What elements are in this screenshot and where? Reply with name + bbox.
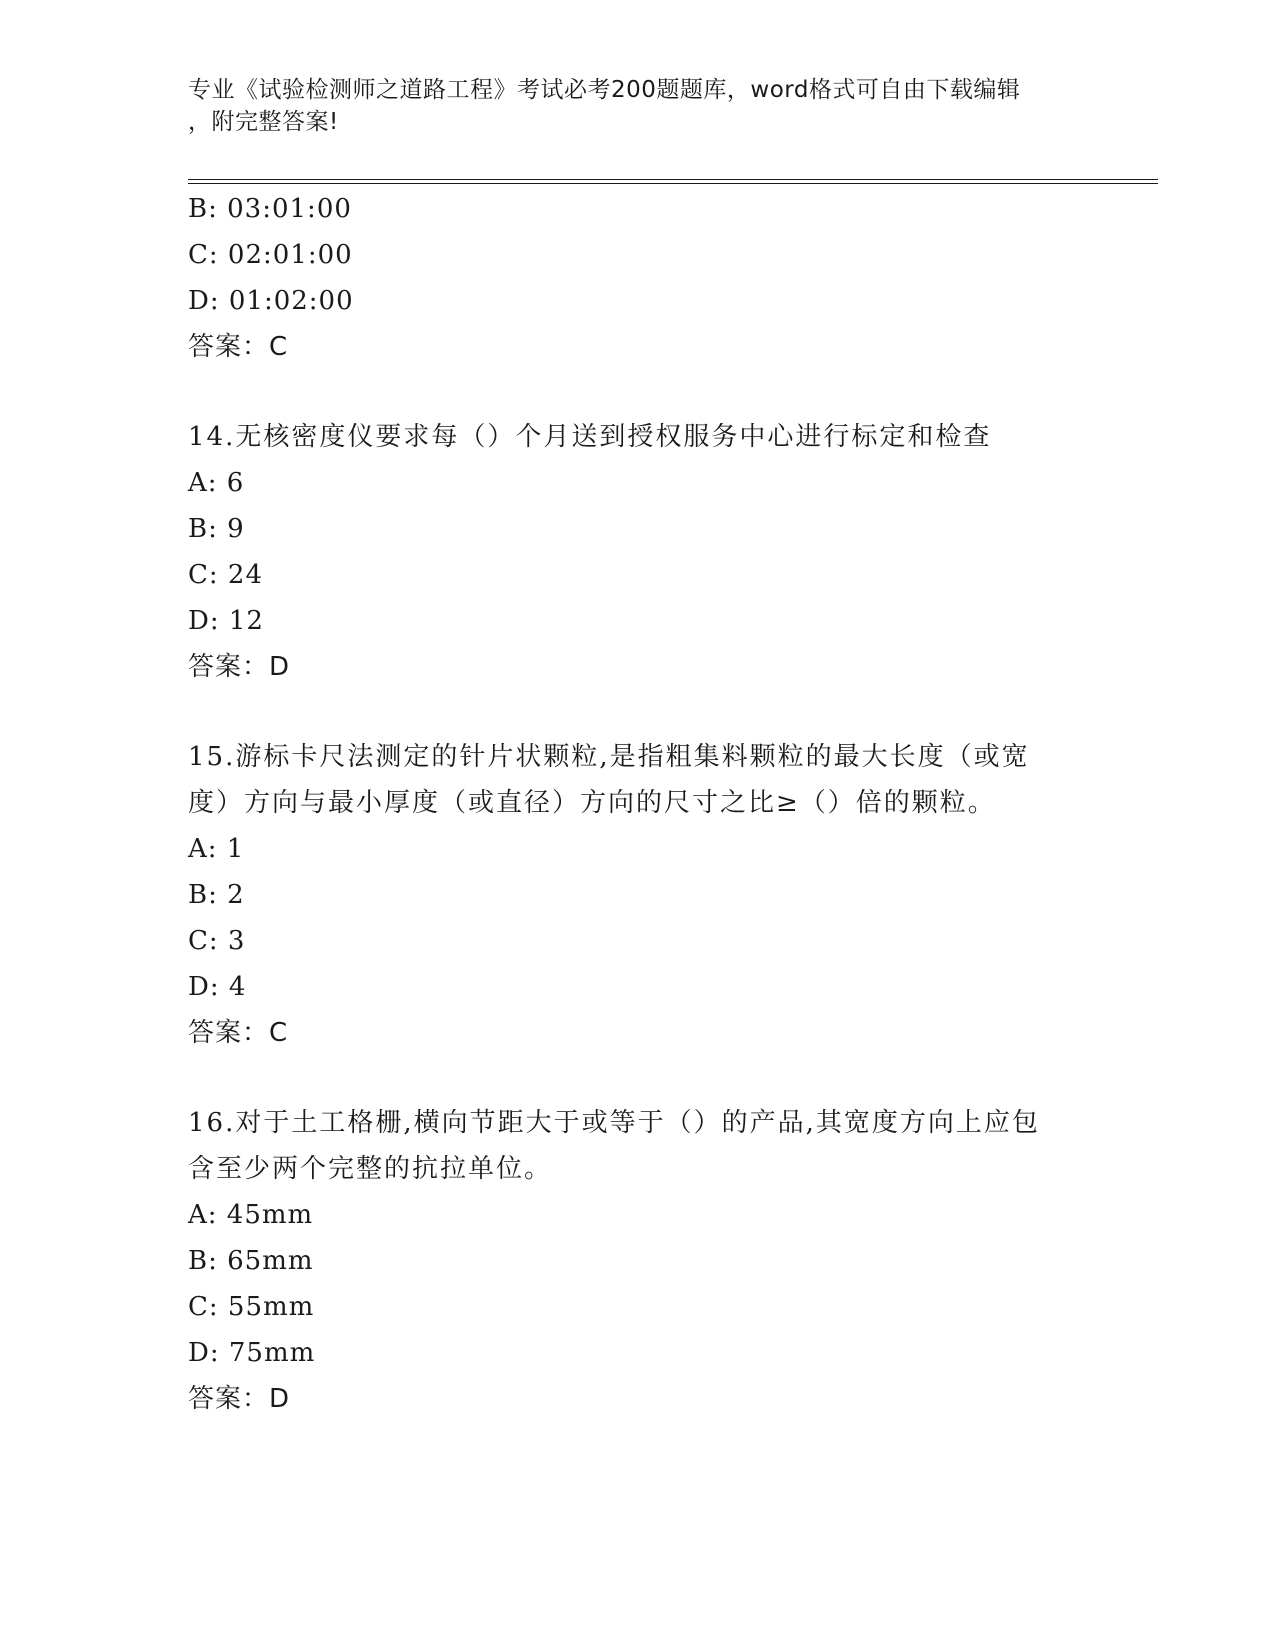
header-rule-bottom xyxy=(188,183,1158,184)
answer: 答案：C xyxy=(188,1018,289,1048)
option-a: A: 1 xyxy=(188,834,245,864)
question-14 xyxy=(188,414,1088,690)
option-b: B: 65mm xyxy=(188,1246,314,1276)
question-13 xyxy=(188,186,1088,370)
spacer xyxy=(188,1056,1088,1100)
option-b: B: 2 xyxy=(188,880,245,910)
option-b: B: 9 xyxy=(188,514,245,544)
question-15 xyxy=(188,734,1088,1056)
question-text: 14.无核密度仪要求每（）个月送到授权服务中心进行标定和检查 xyxy=(188,422,992,452)
option-d: D: 4 xyxy=(188,972,247,1002)
question-text-line-1: 16.对于土工格栅,横向节距大于或等于（）的产品,其宽度方向上应包 xyxy=(188,1108,1040,1138)
header-line-1: 专业《试验检测师之道路工程》考试必考200题题库，word格式可自由下载编辑 xyxy=(188,77,1021,103)
header-line-2: ，附完整答案! xyxy=(188,109,339,135)
document-header xyxy=(188,74,1068,138)
option-a: A: 45mm xyxy=(188,1200,314,1230)
option-c: C: 24 xyxy=(188,560,264,590)
option-c: C: 3 xyxy=(188,926,246,956)
question-16 xyxy=(188,1100,1088,1422)
option-c: C: 55mm xyxy=(188,1292,315,1322)
question-list xyxy=(188,186,1088,1422)
question-text-line-2: 度）方向与最小厚度（或直径）方向的尺寸之比≥（）倍的颗粒。 xyxy=(188,788,996,818)
header-rule-top xyxy=(188,179,1158,180)
answer: 答案：D xyxy=(188,652,291,682)
spacer xyxy=(188,690,1088,734)
spacer xyxy=(188,370,1088,414)
option-b: B: 03:01:00 xyxy=(188,194,352,224)
question-text-line-2: 含至少两个完整的抗拉单位。 xyxy=(188,1154,553,1184)
answer: 答案：C xyxy=(188,332,289,362)
option-d: D: 12 xyxy=(188,606,264,636)
option-a: A: 6 xyxy=(188,468,245,498)
question-text-line-1: 15.游标卡尺法测定的针片状颗粒,是指粗集料颗粒的最大长度（或宽 xyxy=(188,742,1030,772)
answer: 答案：D xyxy=(188,1384,291,1414)
option-c: C: 02:01:00 xyxy=(188,240,353,270)
option-d: D: 75mm xyxy=(188,1338,316,1368)
option-d: D: 01:02:00 xyxy=(188,286,354,316)
